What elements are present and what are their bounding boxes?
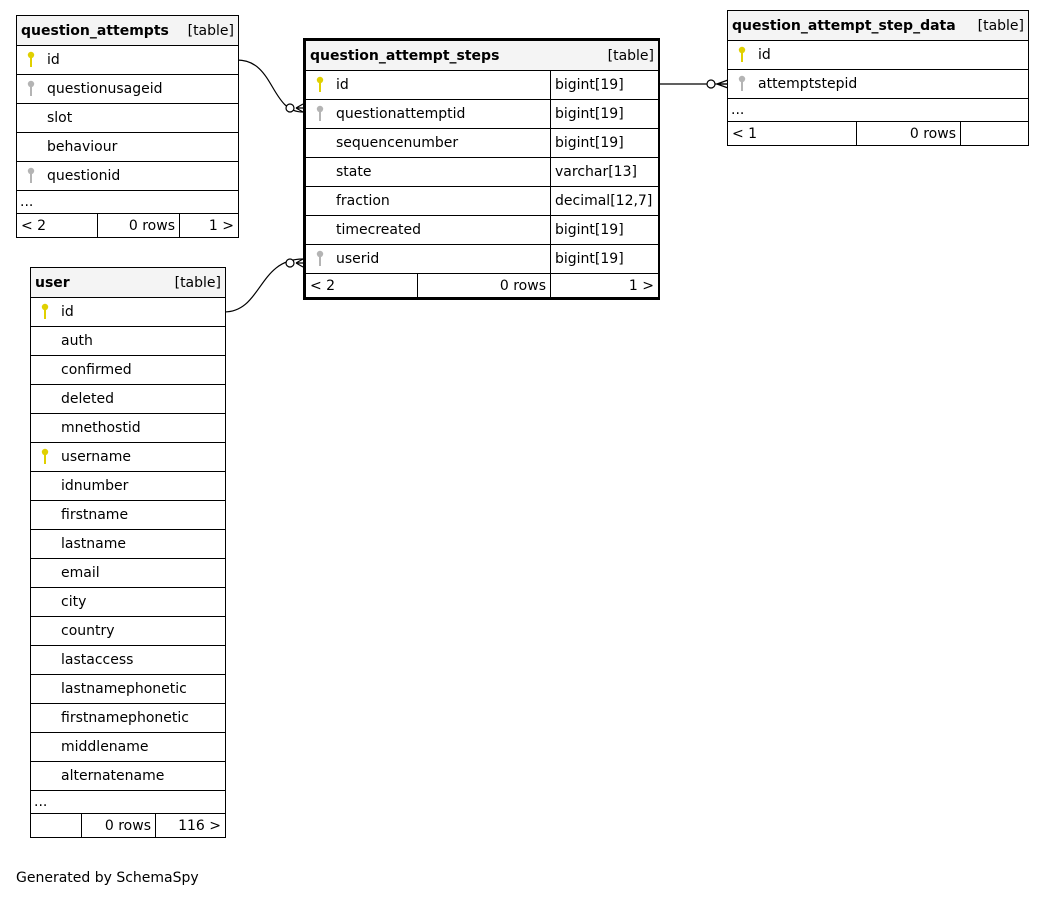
column-name[interactable]: firstname <box>61 507 129 523</box>
column-name[interactable]: auth <box>61 333 93 349</box>
primary-key-icon <box>39 303 51 321</box>
children-link[interactable]: 116 > <box>156 814 226 838</box>
primary-key-icon <box>39 448 51 466</box>
column-name[interactable]: id <box>336 77 349 93</box>
column-name[interactable]: id <box>47 52 60 68</box>
table-question-attempt-step-data[interactable] <box>727 10 1028 146</box>
table-name: question_attempt_step_data <box>732 17 956 34</box>
column-name[interactable]: timecreated <box>336 222 421 238</box>
column-name[interactable]: firstnamephonetic <box>61 710 189 726</box>
column-name[interactable]: questionusageid <box>47 81 163 97</box>
column-name[interactable]: middlename <box>61 739 149 755</box>
column-name[interactable]: fraction <box>336 193 390 209</box>
table-header[interactable] <box>31 268 226 298</box>
table-name: question_attempts <box>21 22 169 39</box>
table-user[interactable] <box>30 267 225 838</box>
column-name[interactable]: id <box>758 47 771 63</box>
column-name[interactable]: questionid <box>47 168 121 184</box>
column-name[interactable]: username <box>61 449 131 465</box>
foreign-key-icon <box>314 105 326 123</box>
table-type: [table] <box>977 17 1025 34</box>
column-type: bigint[19] <box>551 216 659 245</box>
row-count: 0 rows <box>98 214 180 238</box>
rel-optional-marker <box>286 104 294 112</box>
primary-key-icon <box>736 46 748 64</box>
generated-by-note: Generated by SchemaSpy <box>16 870 199 886</box>
column-name[interactable]: lastname <box>61 536 126 552</box>
column-name[interactable]: behaviour <box>47 139 118 155</box>
primary-key-icon <box>25 51 37 69</box>
parents-link[interactable]: < 2 <box>306 274 418 298</box>
table-type: [table] <box>174 274 221 291</box>
column-name[interactable]: alternatename <box>61 768 165 784</box>
foreign-key-icon <box>736 75 748 93</box>
more-columns-ellipsis[interactable]: ... <box>31 791 226 814</box>
column-name[interactable]: state <box>336 164 372 180</box>
column-name[interactable]: questionattemptid <box>336 106 466 122</box>
column-name[interactable]: id <box>61 304 74 320</box>
column-name[interactable]: email <box>61 565 100 581</box>
foreign-key-icon <box>25 167 37 185</box>
column-type: decimal[12,7] <box>551 187 659 216</box>
column-name[interactable]: mnethostid <box>61 420 141 436</box>
children-link[interactable] <box>961 122 1029 146</box>
rel-many-marker <box>296 259 303 267</box>
table-header[interactable] <box>17 16 239 46</box>
column-name[interactable]: country <box>61 623 115 639</box>
rel-optional-marker <box>286 259 294 267</box>
parents-link[interactable]: < 2 <box>17 214 98 238</box>
column-name[interactable]: attemptstepid <box>758 76 858 92</box>
table-name: question_attempt_steps <box>310 47 500 64</box>
column-name[interactable]: idnumber <box>61 478 129 494</box>
column-name[interactable]: slot <box>47 110 73 126</box>
foreign-key-icon <box>25 80 37 98</box>
parents-link[interactable] <box>31 814 82 838</box>
column-name[interactable]: confirmed <box>61 362 132 378</box>
table-header[interactable] <box>306 41 659 71</box>
table-question-attempt-steps[interactable] <box>303 38 660 300</box>
parents-link[interactable]: < 1 <box>728 122 857 146</box>
column-type: varchar[13] <box>551 158 659 187</box>
row-count: 0 rows <box>857 122 961 146</box>
column-type: bigint[19] <box>551 129 659 158</box>
more-columns-ellipsis[interactable]: ... <box>17 191 239 214</box>
column-type: bigint[19] <box>551 71 659 100</box>
more-columns-ellipsis[interactable]: ... <box>728 99 1029 122</box>
table-question-attempts[interactable] <box>16 15 238 238</box>
children-link[interactable]: 1 > <box>180 214 239 238</box>
column-type: bigint[19] <box>551 245 659 274</box>
row-count: 0 rows <box>82 814 156 838</box>
column-name[interactable]: userid <box>336 251 380 267</box>
table-type: [table] <box>187 22 234 39</box>
primary-key-icon <box>314 76 326 94</box>
children-link[interactable]: 1 > <box>551 274 659 298</box>
column-name[interactable]: deleted <box>61 391 114 407</box>
column-name[interactable]: city <box>61 594 87 610</box>
table-type: [table] <box>607 47 655 64</box>
foreign-key-icon <box>314 250 326 268</box>
column-name[interactable]: lastaccess <box>61 652 134 668</box>
column-name[interactable]: sequencenumber <box>336 135 459 151</box>
column-name[interactable]: lastnamephonetic <box>61 681 187 697</box>
table-name: user <box>35 274 70 291</box>
column-type: bigint[19] <box>551 100 659 129</box>
row-count: 0 rows <box>418 274 551 298</box>
table-header[interactable] <box>728 11 1029 41</box>
rel-attempts-to-steps <box>237 60 303 112</box>
rel-optional-marker <box>707 80 715 88</box>
